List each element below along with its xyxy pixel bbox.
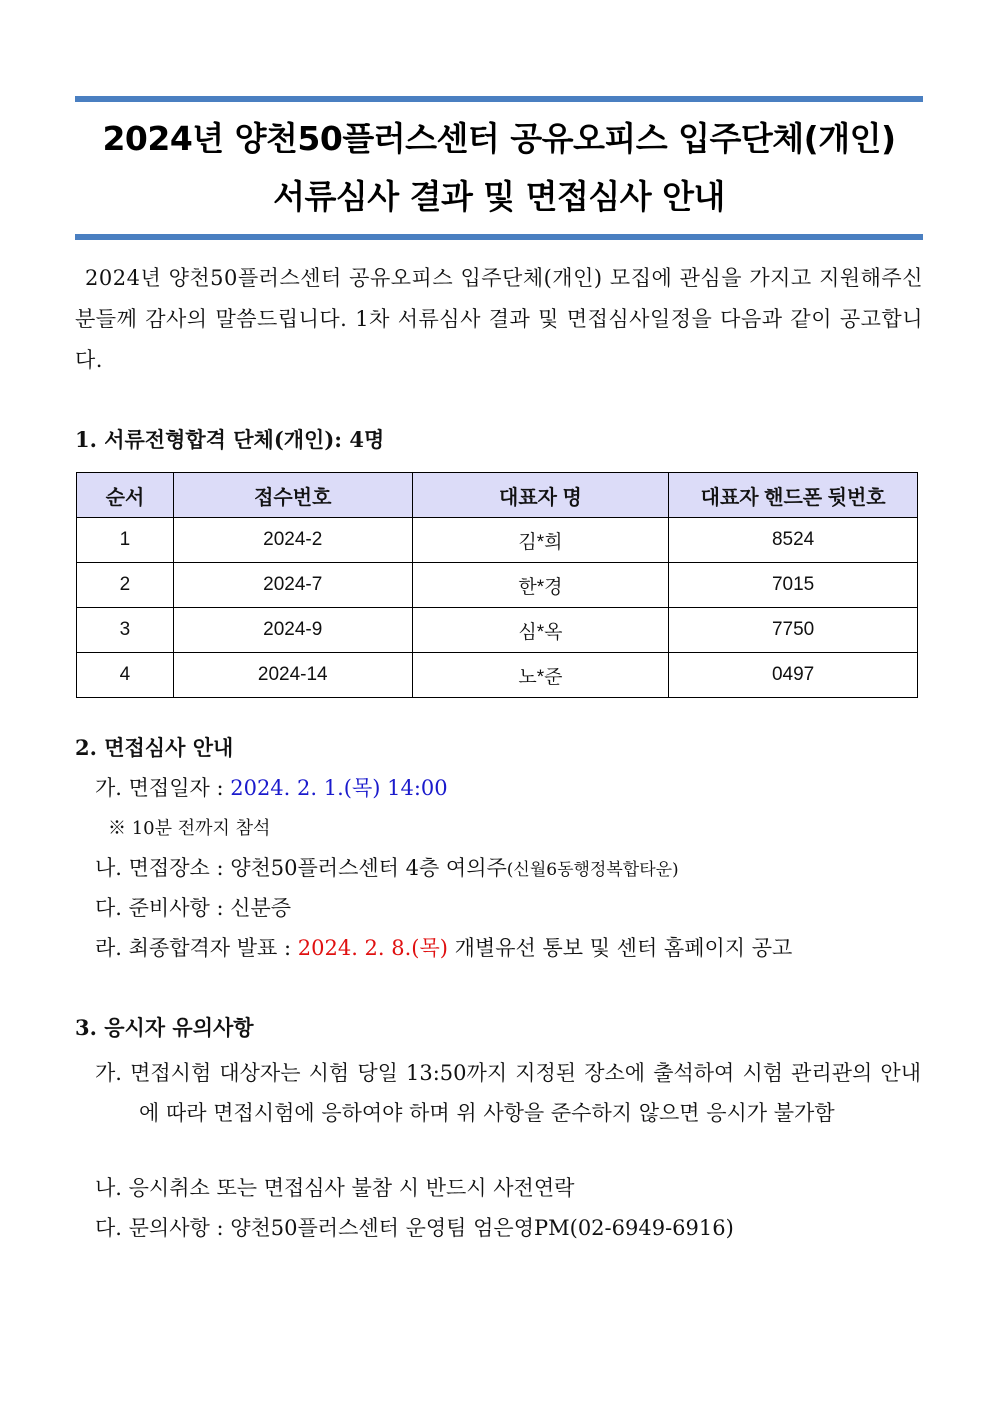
cell-receipt-number: 2024-14 [173,653,412,698]
notice-item-cancellation: 나. 응시취소 또는 면접심사 불참 시 반드시 사전연락 [95,1176,575,1200]
interview-date-label: 가. 면접일자 : [95,776,231,800]
attendance-note: ※ 10분 전까지 참석 [108,818,271,839]
table-row [77,563,918,608]
page-title [75,110,923,226]
title-line-2: 서류심사 결과 및 면접심사 안내 [273,177,725,216]
cell-phone: 0497 [669,653,918,698]
cell-order: 1 [77,518,174,563]
title-line-1: 2024년 양천50플러스센터 공유오피스 입주단체(개인) [102,119,896,158]
interview-date-item [95,773,448,803]
preparation-item: 다. 준비사항 : 신분증 [95,896,292,920]
section-2-title: 2. 면접심사 안내 [75,735,234,760]
section-1-title: 1. 서류전형합격 단체(개인): 4명 [75,427,385,452]
final-announcement-method: 개별유선 통보 및 센터 홈페이지 공고 [447,936,793,960]
notice-item-attendance: 가. 면접시험 대상자는 시험 당일 13:50까지 지정된 장소에 출석하여 시험 관리관의 안내에 따라 면접시험에 응하여야 하며 위 사항을 준수하지 않으면 응시가 불가함 [95,1061,921,1125]
cell-order: 3 [77,608,174,653]
table-row [77,653,918,698]
cell-name: 한*경 [412,563,669,608]
cell-order: 2 [77,563,174,608]
header-representative-name: 대표자 명 [412,473,669,518]
cell-name: 노*준 [412,653,669,698]
intro-text: 2024년 양천50플러스센터 공유오피스 입주단체(개인) 모집에 관심을 가지고 지원해주신 분들께 감사의 말씀드립니다. 1차 서류심사 결과 및 면접심사일정을 다음과 같이 공고합니다. [75,266,923,372]
header-receipt-number: 접수번호 [173,473,412,518]
interview-location-item [95,853,679,885]
header-phone-last-digits: 대표자 핸드폰 뒷번호 [669,473,918,518]
cell-receipt-number: 2024-7 [173,563,412,608]
final-announcement-date: 2024. 2. 8.(목) [297,936,448,960]
section-3-title: 3. 응시자 유의사항 [75,1015,254,1040]
cell-phone: 8524 [669,518,918,563]
table-header-row [77,473,918,518]
cell-receipt-number: 2024-9 [173,608,412,653]
table-row [77,608,918,653]
cell-phone: 7015 [669,563,918,608]
top-accent-bar [75,96,923,102]
interview-location-label: 나. 면접장소 : 양천50플러스센터 4층 여의주 [95,856,507,880]
passed-applicants-table [76,472,918,698]
bottom-accent-bar [75,234,923,240]
final-announcement-label: 라. 최종합격자 발표 : [95,936,298,960]
cell-name: 김*희 [412,518,669,563]
header-order: 순서 [77,473,174,518]
intro-paragraph [75,258,923,381]
final-announcement-item [95,933,792,963]
cell-order: 4 [77,653,174,698]
table-row [77,518,918,563]
interview-location-detail: (신월6동행정복합타운) [506,860,679,880]
cell-receipt-number: 2024-2 [173,518,412,563]
cell-name: 심*옥 [412,608,669,653]
interview-date-value: 2024. 2. 1.(목) 14:00 [230,776,448,800]
cell-phone: 7750 [669,608,918,653]
notice-item-contact: 다. 문의사항 : 양천50플러스센터 운영팀 엄은영PM(02-6949-6916) [95,1216,734,1240]
